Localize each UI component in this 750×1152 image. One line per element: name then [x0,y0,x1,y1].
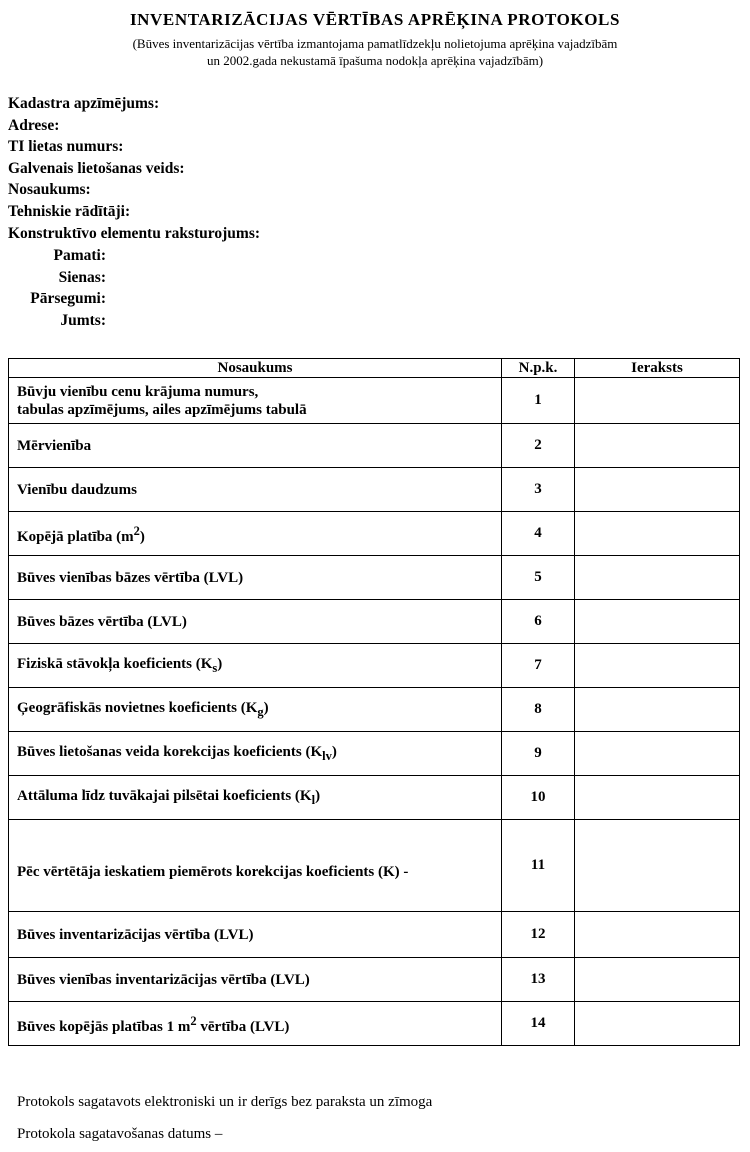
row-name: Mērvienība [9,424,502,468]
table-row [9,644,740,688]
row-name [9,776,502,820]
row-entry-cell[interactable] [575,468,740,512]
table-row [9,912,740,958]
table-row [9,958,740,1002]
property-fields [8,93,260,244]
row-name-line1: Būvju vienību cenu krājuma numurs, [17,383,259,400]
header-index: N.p.k. [502,359,575,378]
field-cadastre-label: Kadastra apzīmējums: [8,95,160,112]
row-name-text: Ģeogrāfiskās novietnes koeficients (K [17,699,258,716]
table-row [9,688,740,732]
row-name-sub: lv [322,748,332,763]
field-main-use-label: Galvenais lietošanas veids: [8,159,185,177]
row-name [9,378,502,424]
row-entry-cell[interactable] [575,958,740,1002]
field-ti-file-number-label: TI lietas numurs: [8,138,124,156]
row-name: Vienību daudzums [9,468,502,512]
row-name-sub: s [212,660,218,675]
protocol-title: INVENTARIZĀCIJAS VĒRTĪBAS APRĒĶINA PROTOKOLS [129,10,621,29]
table-row [9,1002,740,1046]
row-name: Būves inventarizācijas vērtība (LVL) [9,912,502,958]
row-entry-cell[interactable] [575,556,740,600]
row-number: 10 [502,776,575,820]
row-name-sub: g [257,704,264,719]
row-name: Būves bāzes vērtība (LVL) [9,600,502,644]
subtitle-line-2: un 2002.gada nekustamā īpašuma nodokļa aprēķina vajadzībām) [206,53,544,68]
row-name-line2: tabulas apzīmējums, ailes apzīmējums tabulā [17,401,307,418]
row-entry-cell[interactable] [575,912,740,958]
subfield-roof-label: Jumts: [60,311,106,329]
table-row [9,468,740,512]
row-entry-cell[interactable] [575,378,740,424]
row-entry-cell[interactable] [575,1002,740,1046]
footer-date-label: Protokola sagatavošanas datums – [17,1126,223,1142]
row-name-text: Būves lietošanas veida korekcijas koeficients (K [17,743,323,760]
row-number: 8 [502,688,575,732]
row-name-text: Attāluma līdz tuvākajai pilsētai koeficients (K [17,787,312,804]
field-name-label: Nosaukums: [8,181,91,199]
row-number: 13 [502,958,575,1002]
row-number: 6 [502,600,575,644]
field-address-label: Adrese: [8,116,60,134]
header-name: Nosaukums [9,359,502,378]
row-number: 4 [502,512,575,556]
row-name: Būves vienības bāzes vērtība (LVL) [9,556,502,600]
row-entry-cell[interactable] [575,688,740,732]
row-entry-cell[interactable] [575,512,740,556]
table-row [9,556,740,600]
row-name [9,1002,502,1046]
row-entry-cell[interactable] [575,424,740,468]
structural-subfields [0,245,106,331]
table-row [9,512,740,556]
row-name [9,732,502,776]
row-number: 12 [502,912,575,958]
row-entry-cell[interactable] [575,732,740,776]
row-number: 5 [502,556,575,600]
row-number: 2 [502,424,575,468]
row-name [9,644,502,688]
row-entry-cell[interactable] [575,820,740,912]
footer-electronic-note: Protokols sagatavots elektroniski un ir derīgs bez paraksta un zīmoga [17,1094,433,1110]
subtitle-line-1: (Būves inventarizācijas vērtība izmantojama pamatlīdzekļu nolietojuma aprēķina vajadzībām [132,36,618,51]
row-number: 1 [502,378,575,424]
row-number: 9 [502,732,575,776]
row-name-text: Būves kopējās platības 1 m [17,1018,191,1035]
row-name-sup: 2 [190,1013,197,1028]
table-row [9,600,740,644]
row-number: 11 [502,820,575,912]
header-entry: Ieraksts [575,359,740,378]
row-number: 3 [502,468,575,512]
row-name [9,512,502,556]
row-entry-cell[interactable] [575,600,740,644]
table-row [9,424,740,468]
subfield-foundation-label: Pamati: [53,247,106,264]
table-row [9,378,740,424]
table-header-row [9,359,740,378]
field-structural-elements-label: Konstruktīvo elementu raksturojums: [8,224,261,242]
table-row [9,732,740,776]
row-name: Pēc vērtētāja ieskatiem piemērots korekcijas koeficients (K) - [9,820,502,912]
row-name-tail: ) [217,655,223,672]
subfield-floors-label: Pārsegumi: [30,290,106,308]
row-name-text: Fiziskā stāvokļa koeficients (K [17,655,213,672]
subfield-walls-label: Sienas: [58,268,106,286]
row-name-tail: ) [139,528,145,545]
field-technical-indicators-label: Tehniskie rādītāji: [8,202,131,220]
row-name-text: Kopējā platība (m [17,528,134,545]
row-name-tail: ) [331,743,337,760]
row-name-tail: vērtība (LVL) [196,1018,290,1035]
table-row [9,776,740,820]
row-entry-cell[interactable] [575,644,740,688]
row-name-sub: l [311,792,316,807]
row-number: 14 [502,1002,575,1046]
protocol-subtitle [60,35,690,69]
valuation-table [8,358,740,1046]
row-name: Būves vienības inventarizācijas vērtība (LVL) [9,958,502,1002]
row-entry-cell[interactable] [575,776,740,820]
row-number: 7 [502,644,575,688]
row-name-tail: ) [263,699,269,716]
row-name [9,688,502,732]
table-row [9,820,740,912]
row-name-sup: 2 [133,523,140,538]
row-name-tail: ) [315,787,321,804]
